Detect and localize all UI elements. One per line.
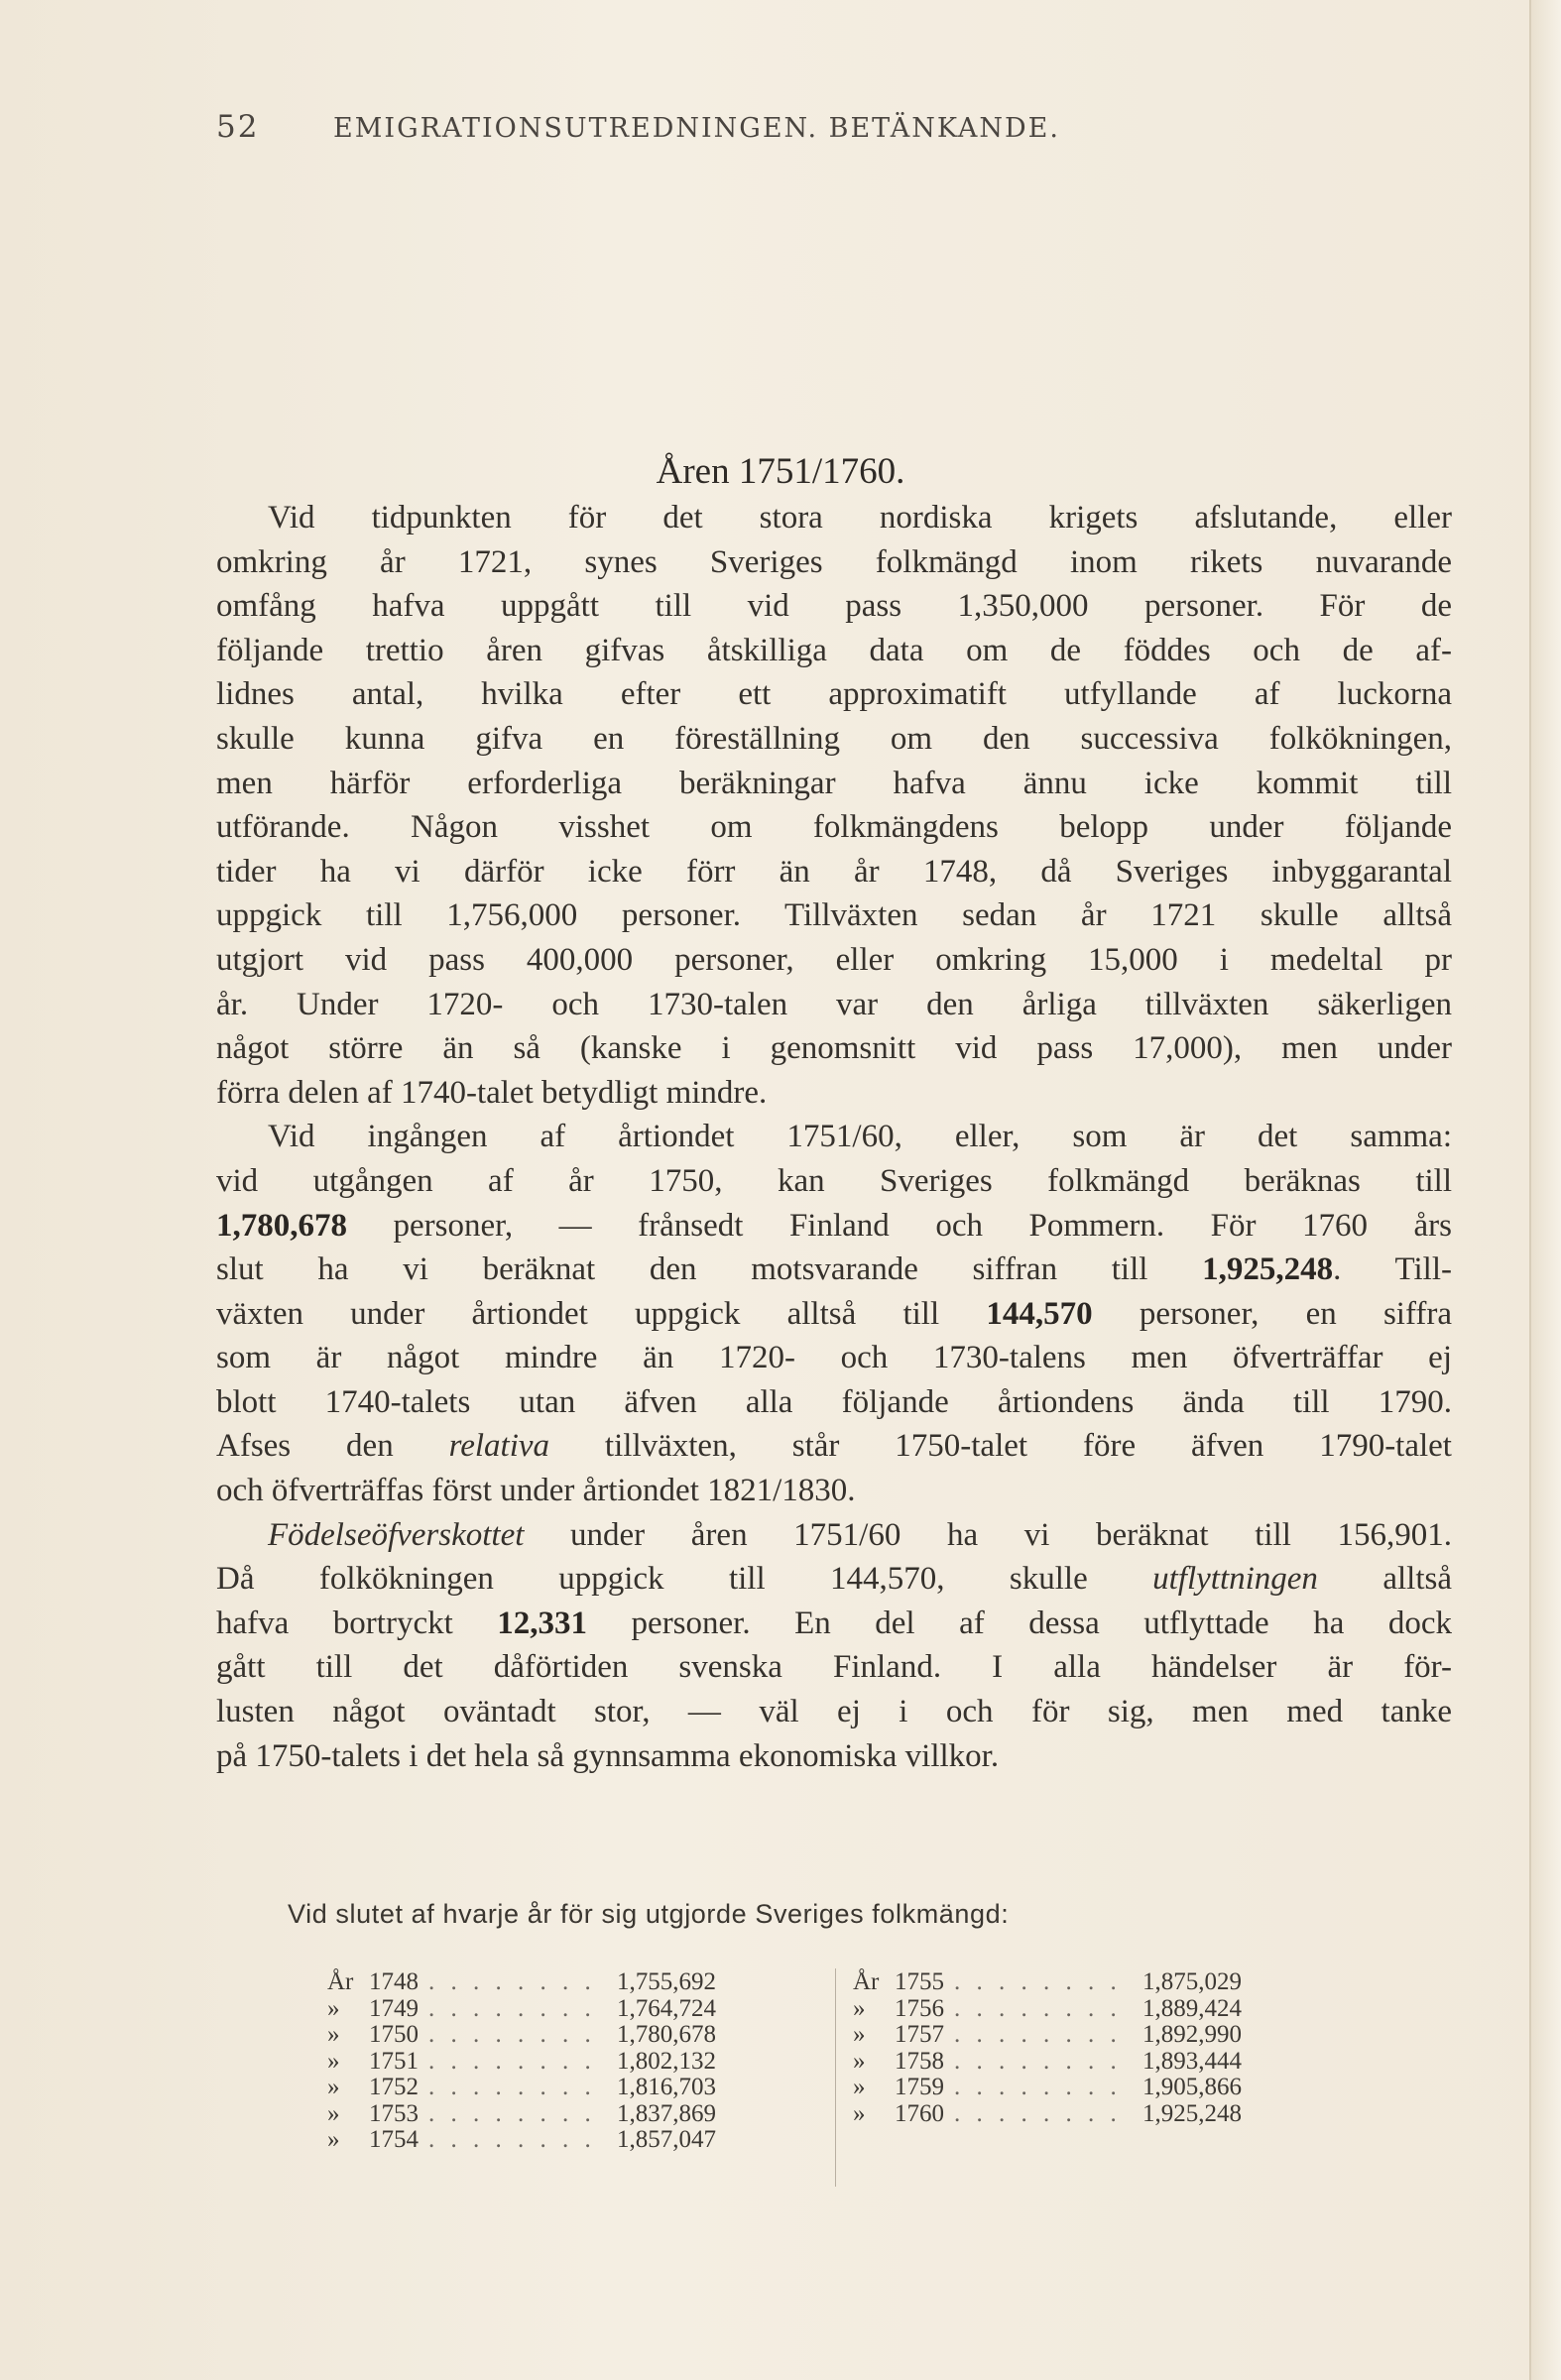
- row-prefix: »: [327, 2126, 340, 2153]
- row-prefix: År: [853, 1968, 880, 1995]
- text-line: växten under årtiondet uppgick alltså till 144,570 personer, en siffra: [216, 1295, 1452, 1332]
- text-line: Vid ingången af årtiondet 1751/60, eller, som är det samma:: [268, 1119, 1452, 1155]
- table-row: [327, 2074, 843, 2100]
- column-divider: [835, 1968, 836, 2187]
- leader-dots: . . . . . . . .: [428, 2099, 596, 2127]
- emphasis-bold: 1,925,248: [1202, 1251, 1334, 1288]
- table-row: [853, 2021, 1369, 2048]
- row-value: 1,780,678: [617, 2021, 716, 2048]
- body-text: [216, 496, 1452, 1778]
- emphasis-italic: Födelseöfverskottet: [268, 1516, 525, 1553]
- running-title: EMIGRATIONSUTREDNINGEN. BETÄNKANDE.: [333, 113, 1060, 144]
- text-line: förra delen af 1740-talet betydligt mindre.: [216, 1074, 768, 1111]
- paragraph-2: [216, 1115, 1452, 1512]
- row-value: 1,764,724: [617, 1994, 716, 2022]
- section-title: Åren 1751/1760.: [656, 451, 905, 492]
- leader-dots: . . . . . . . .: [954, 2074, 1122, 2100]
- text-line: följande trettio åren gifvas åtskilliga data om de föddes och de af-: [216, 632, 1452, 668]
- text-line: tider ha vi därför icke förr än år 1748, då Sveriges inbyggarantal: [216, 853, 1452, 890]
- row-year: 1754: [369, 2126, 419, 2153]
- row-value: 1,925,248: [1142, 2099, 1242, 2127]
- row-value: 1,816,703: [617, 2074, 716, 2100]
- row-prefix: »: [327, 2099, 340, 2127]
- row-prefix: »: [853, 1994, 866, 2022]
- row-year: 1752: [369, 2074, 419, 2100]
- row-year: 1757: [895, 2021, 944, 2048]
- table-row: [327, 2021, 843, 2048]
- leader-dots: . . . . . . . .: [428, 1994, 596, 2022]
- table-row: [853, 2100, 1369, 2127]
- text-line: slut ha vi beräknat den motsvarande siffran till 1,925,248. Till-: [216, 1251, 1452, 1288]
- text-line: 1,780,678 personer, — frånsedt Finland och Pommern. För 1760 års: [216, 1207, 1452, 1244]
- text-line: på 1750-talets i det hela så gynnsamma ekonomiska villkor.: [216, 1737, 1000, 1774]
- leader-dots: . . . . . . . .: [428, 2074, 596, 2100]
- emphasis-bold: 12,331: [497, 1605, 588, 1641]
- row-year: 1755: [895, 1968, 944, 1995]
- table-row: [327, 2126, 843, 2153]
- emphasis-bold: 1,780,678: [216, 1207, 347, 1244]
- row-year: 1751: [369, 2047, 419, 2075]
- text-line: vid utgången af år 1750, kan Sveriges folkmängd beräknas till: [216, 1162, 1452, 1199]
- text-line: som är något mindre än 1720- och 1730-talens men öfverträffar ej: [216, 1340, 1452, 1376]
- leader-dots: . . . . . . . .: [428, 1968, 596, 1995]
- text-line: uppgick till 1,756,000 personer. Tillväxten sedan år 1721 skulle alltså: [216, 897, 1452, 934]
- row-value: 1,802,132: [617, 2047, 716, 2075]
- leader-dots: . . . . . . . .: [954, 1994, 1122, 2022]
- row-value: 1,889,424: [1142, 1994, 1242, 2022]
- table-row: [327, 1995, 843, 2022]
- emphasis-italic: relativa: [448, 1428, 550, 1465]
- leader-dots: . . . . . . . .: [954, 1968, 1122, 1995]
- row-year: 1753: [369, 2099, 419, 2127]
- row-prefix: »: [853, 2074, 866, 2100]
- table-row: [853, 2048, 1369, 2075]
- text-line: lusten något oväntadt stor, — väl ej i och för sig, men med tanke: [216, 1694, 1452, 1730]
- leader-dots: . . . . . . . .: [954, 2021, 1122, 2048]
- table-row: [853, 1968, 1369, 1995]
- table-row: [853, 1995, 1369, 2022]
- leader-dots: . . . . . . . .: [954, 2099, 1122, 2127]
- row-value: 1,905,866: [1142, 2074, 1242, 2100]
- row-year: 1756: [895, 1994, 944, 2022]
- row-value: 1,893,444: [1142, 2047, 1242, 2075]
- page-number: 52: [216, 109, 260, 145]
- row-prefix: »: [327, 2021, 340, 2048]
- row-year: 1759: [895, 2074, 944, 2100]
- row-prefix: »: [327, 2047, 340, 2075]
- row-year: 1749: [369, 1994, 419, 2022]
- running-header: [216, 109, 1456, 145]
- text-line: skulle kunna gifva en föreställning om den successiva folkökningen,: [216, 720, 1452, 757]
- text-line: Vid tidpunkten för det stora nordiska krigets afslutande, eller: [268, 500, 1452, 536]
- leader-dots: . . . . . . . .: [428, 2126, 596, 2153]
- text-line: utförande. Någon visshet om folkmängdens belopp under följande: [216, 809, 1452, 846]
- row-value: 1,755,692: [617, 1968, 716, 1995]
- table-caption: Vid slutet af hvarje år för sig utgjorde Sveriges folkmängd:: [288, 1899, 1010, 1929]
- row-prefix: »: [327, 1994, 340, 2022]
- row-value: 1,837,869: [617, 2099, 716, 2127]
- emphasis-bold: 144,570: [986, 1295, 1093, 1332]
- row-value: 1,857,047: [617, 2126, 716, 2153]
- row-prefix: År: [327, 1968, 354, 1995]
- text-line: omfång hafva uppgått till vid pass 1,350,000 personer. För de: [216, 588, 1452, 625]
- page-edge: [1529, 0, 1561, 2380]
- text-line: lidnes antal, hvilka efter ett approximatift utfyllande af luckorna: [216, 676, 1452, 713]
- paragraph-3: [216, 1513, 1452, 1779]
- row-year: 1750: [369, 2021, 419, 2048]
- text-line: år. Under 1720- och 1730-talen var den årliga tillväxten säkerligen: [216, 986, 1452, 1022]
- row-prefix: »: [853, 2021, 866, 2048]
- text-line: något större än så (kanske i genomsnitt vid pass 17,000), men under: [216, 1030, 1452, 1067]
- text-line: Födelseöfverskottet under åren 1751/60 ha vi beräknat till 156,901.: [268, 1516, 1452, 1553]
- text-line: Då folkökningen uppgick till 144,570, skulle utflyttningen alltså: [216, 1561, 1452, 1598]
- row-prefix: »: [327, 2074, 340, 2100]
- text-line: blott 1740-talets utan äfven alla följande årtiondens ända till 1790.: [216, 1383, 1452, 1420]
- text-line: Afses den relativa tillväxten, står 1750-talet före äfven 1790-talet: [216, 1428, 1452, 1465]
- leader-dots: . . . . . . . .: [428, 2047, 596, 2075]
- row-prefix: »: [853, 2099, 866, 2127]
- table-row: [327, 2048, 843, 2075]
- row-prefix: »: [853, 2047, 866, 2075]
- text-line: hafva bortryckt 12,331 personer. En del af dessa utflyttade ha dock: [216, 1605, 1453, 1641]
- row-value: 1,892,990: [1142, 2021, 1242, 2048]
- text-line: gått till det dåförtiden svenska Finland. I alla händelser är för-: [216, 1649, 1452, 1686]
- text-line: utgjort vid pass 400,000 personer, eller omkring 15,000 i medeltal pr: [216, 941, 1452, 978]
- text-line: men härför erforderliga beräkningar hafva ännu icke kommit till: [216, 765, 1452, 801]
- paragraph-1: [216, 496, 1452, 1115]
- table-row: [327, 1968, 843, 1995]
- row-year: 1748: [369, 1968, 419, 1995]
- table-column-left: [327, 1968, 843, 2153]
- text-line: och öfverträffas först under årtiondet 1821/1830.: [216, 1473, 856, 1509]
- table-column-right: [853, 1968, 1369, 2126]
- row-year: 1758: [895, 2047, 944, 2075]
- emphasis-italic: utflyttningen: [1152, 1561, 1318, 1598]
- table-row: [853, 2074, 1369, 2100]
- text-line: omkring år 1721, synes Sveriges folkmängd inom rikets nuvarande: [216, 543, 1452, 580]
- row-year: 1760: [895, 2099, 944, 2127]
- row-value: 1,875,029: [1142, 1968, 1242, 1995]
- table-row: [327, 2100, 843, 2127]
- leader-dots: . . . . . . . .: [954, 2047, 1122, 2075]
- leader-dots: . . . . . . . .: [428, 2021, 596, 2048]
